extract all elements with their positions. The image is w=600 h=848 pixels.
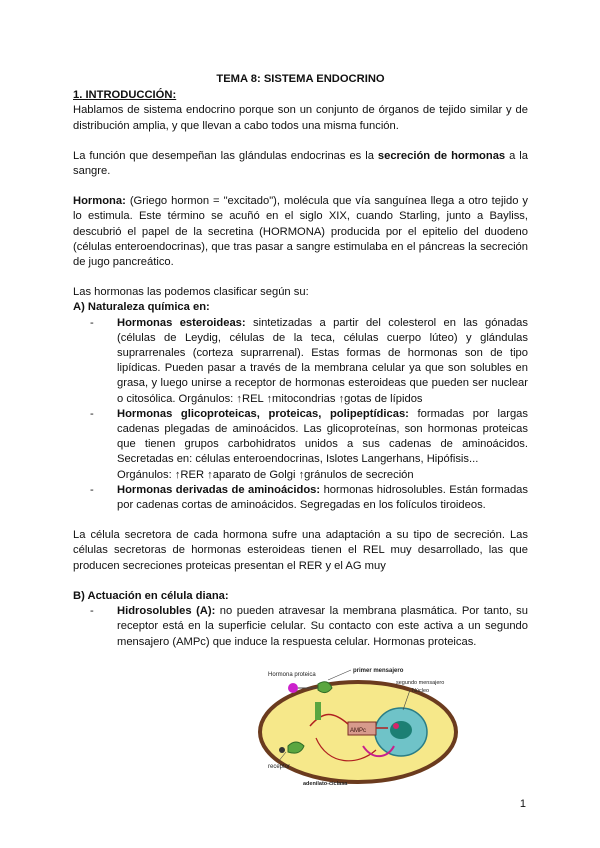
label-nucleus: Núcleo [412,687,430,694]
cell-diagram-svg [198,666,498,788]
label-hormone: Hormona proteica [268,671,316,678]
label-second-messenger: segundo mensajero [396,679,445,686]
hormone-molecule-shape [288,683,298,693]
list-item [117,407,528,483]
text-run: a la sangre. [73,149,528,178]
list-item [117,316,528,407]
document-page [73,72,528,788]
bold-term: secreción de hormonas [377,149,506,162]
bold-term: Hormonas esteroideas: [117,316,246,329]
bold-term: Hormonas glicoproteicas, proteicas, polipeptídicas: [117,407,409,420]
section-heading-target-cell: B) Actuación en célula diana: [73,589,229,602]
list-target-cell [73,604,528,650]
list-item [117,483,528,513]
paragraph-secretory-adaptation: La célula secretora de cada hormona sufre una adaptación a su tipo de secreción. Las células secretoras de hormonas esteroideas tienen el REL muy desarrollado, las que producen secreciones proteicas presentan el RER y el AG muy [73,529,528,572]
paragraph-classification: Las hormonas las podemos clasificar según su: [73,286,309,299]
label-ampc: AMPc [350,727,367,734]
receptor-stem-shape [315,702,321,720]
leader-line-shape [328,670,351,680]
text-run: Orgánulos: ↑RER ↑aparato de Golgi ↑gránulos de secreción [117,468,414,481]
section-heading-introduction: 1. INTRODUCCIÓN: [73,89,177,102]
paragraph-intro: Hablamos de sistema endocrino porque son un conjunto de órganos de tejido similar y de distribución amplia, y que llevan a cabo todos una misma función. [73,104,528,132]
page-number: 1 [519,798,526,810]
paragraph-hormone-definition [73,194,528,270]
label-adenylate-cyclase: adenilato-ciclasa [303,780,348,787]
hormone-signaling-diagram [198,666,498,788]
text-run: La función que desempeñan las glándulas endocrinas es la [73,149,378,162]
nucleolus-shape [390,721,412,739]
text-run: formadas por largas cadenas plegadas de aminoácidos. Las glicoproteínas, son hormonas proteicas que tienen grupos carbohidratos unidos a sus cadenas de aminoácidos. Secretadas en: células enteroendocrinas, Islotes Langerhans, Hipófisis... [117,407,528,466]
receptor-dot-shape [279,747,285,753]
label-first-messenger: primer mensajero [353,667,404,674]
text-run: hormonas hidrosolubles. Están formadas por cadenas cortas de aminoácidos. Segregadas en los folículos tiroideos. [117,483,528,512]
bold-term: Hidrosolubles (A): [117,605,216,618]
nucleus-dot-shape [393,723,399,729]
list-chemical-nature [73,316,528,514]
list-item [117,604,528,650]
document-title: TEMA 8: SISTEMA ENDOCRINO [216,73,385,85]
bold-term: Hormona: [73,195,126,208]
section-heading-chemical-nature: A) Naturaleza química en: [73,301,210,314]
text-run: no pueden atravesar la membrana plasmática. Por tanto, su receptor está en la superficie celular. Su contacto con este activa a un segundo mensajero (AMPc) que induce la respuesta celular. Hormonas proteicas. [117,605,528,648]
text-run: (Griego hormon = "excitado"), molécula que vía sanguínea llega a otro tejido y lo estimula. Este término se acuñó en el siglo XIX, cuando Starling, junto a Bayliss, descubrió el papel de la secretina (HORMONA) producida por el epitelio del duodeno (células enteroendocrinas), que tras pasar a sangre estimulaba en el páncreas la secreción de jugo pancreático. [73,195,528,269]
label-receptor: receptor [268,763,291,770]
bold-term: Hormonas derivadas de aminoácidos: [117,483,321,496]
paragraph-function [73,149,528,179]
text-run: sintetizadas a partir del colesterol en las gónadas (células de Leydig, células de la teca, células cuerpo lúteo) y glándulas suprarrenales (corteza suprarrenal). Estas formas de hormonas son de tipo lipídicas. Pueden pasar a través de la membrana celular ya que son solubles en grasa, y luego unirse a receptor de hormonas esteroideas que pueden ser nuclear o citosólica. Orgánulos: ↑REL ↑mitocondrias ↑gotas de lípidos [117,316,528,405]
